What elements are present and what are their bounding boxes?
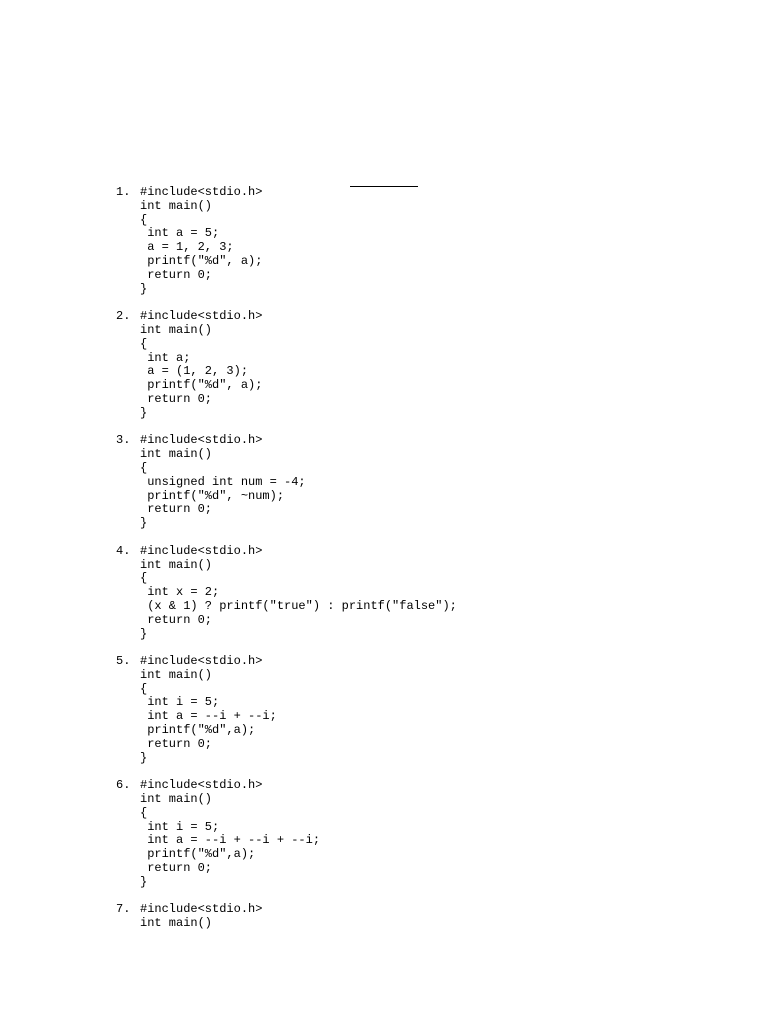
code-line: (x & 1) ? printf("true") : printf("false"); [140,598,457,613]
code-line: int main() [140,322,213,337]
question-number: 2. [116,309,131,324]
code-line: } [140,626,148,641]
code-line: int i = 5; [140,695,220,710]
question-item [116,655,457,765]
code-line: int main() [140,198,213,213]
code-line: } [140,516,148,531]
code-line: #include<stdio.h> [140,309,263,324]
question-number: 7. [116,902,131,917]
code-line: { [140,336,148,351]
code-line: #include<stdio.h> [140,654,263,669]
code-line: int a; [140,350,191,365]
question-number: 5. [116,654,131,669]
code-line: int main() [140,557,213,572]
code-line: return 0; [140,612,213,627]
code-line: int main() [140,667,213,682]
code-line: } [140,750,148,765]
code-block [140,434,457,531]
code-line: int i = 5; [140,819,220,834]
code-line: int a = --i + --i; [140,709,277,724]
code-line: #include<stdio.h> [140,185,263,199]
question-item [116,310,457,420]
code-line: return 0; [140,736,213,751]
code-line: return 0; [140,502,213,517]
code-line: } [140,874,148,889]
code-line: { [140,571,148,586]
code-line: printf("%d", ~num); [140,488,285,503]
code-line: unsigned int num = -4; [140,474,306,489]
code-block [140,655,457,765]
code-block [140,186,457,296]
code-line: printf("%d", a); [140,378,263,393]
code-line: int main() [140,792,213,807]
code-line: return 0; [140,861,213,876]
code-line: int a = --i + --i + --i; [140,833,321,848]
question-number: 1. [116,185,131,199]
question-number: 6. [116,778,131,793]
code-line: { [140,212,148,227]
code-line: { [140,460,148,475]
code-line: int main() [140,916,213,931]
code-line: printf("%d",a); [140,723,256,738]
code-line: #include<stdio.h> [140,778,263,793]
code-line: int a = 5; [140,226,220,241]
question-item [116,186,457,296]
question-item [116,434,457,531]
code-block [140,310,457,420]
code-line: a = (1, 2, 3); [140,364,249,379]
code-line: a = 1, 2, 3; [140,240,234,255]
question-item [116,545,457,642]
question-item [116,779,457,889]
code-line: #include<stdio.h> [140,902,263,917]
code-block [140,903,457,931]
code-line: { [140,681,148,696]
question-list [116,186,457,945]
code-line: #include<stdio.h> [140,433,263,448]
question-number: 4. [116,543,131,558]
code-line: return 0; [140,391,213,406]
code-block [140,779,457,889]
code-line: printf("%d", a); [140,253,263,268]
code-line: int x = 2; [140,585,220,600]
code-line: #include<stdio.h> [140,543,263,558]
code-line: return 0; [140,267,213,282]
code-line: } [140,405,148,420]
code-line: } [140,281,148,296]
question-item [116,903,457,931]
code-line: printf("%d",a); [140,847,256,862]
question-number: 3. [116,433,131,448]
code-block [140,545,457,642]
code-line: int main() [140,447,213,462]
code-line: { [140,805,148,820]
